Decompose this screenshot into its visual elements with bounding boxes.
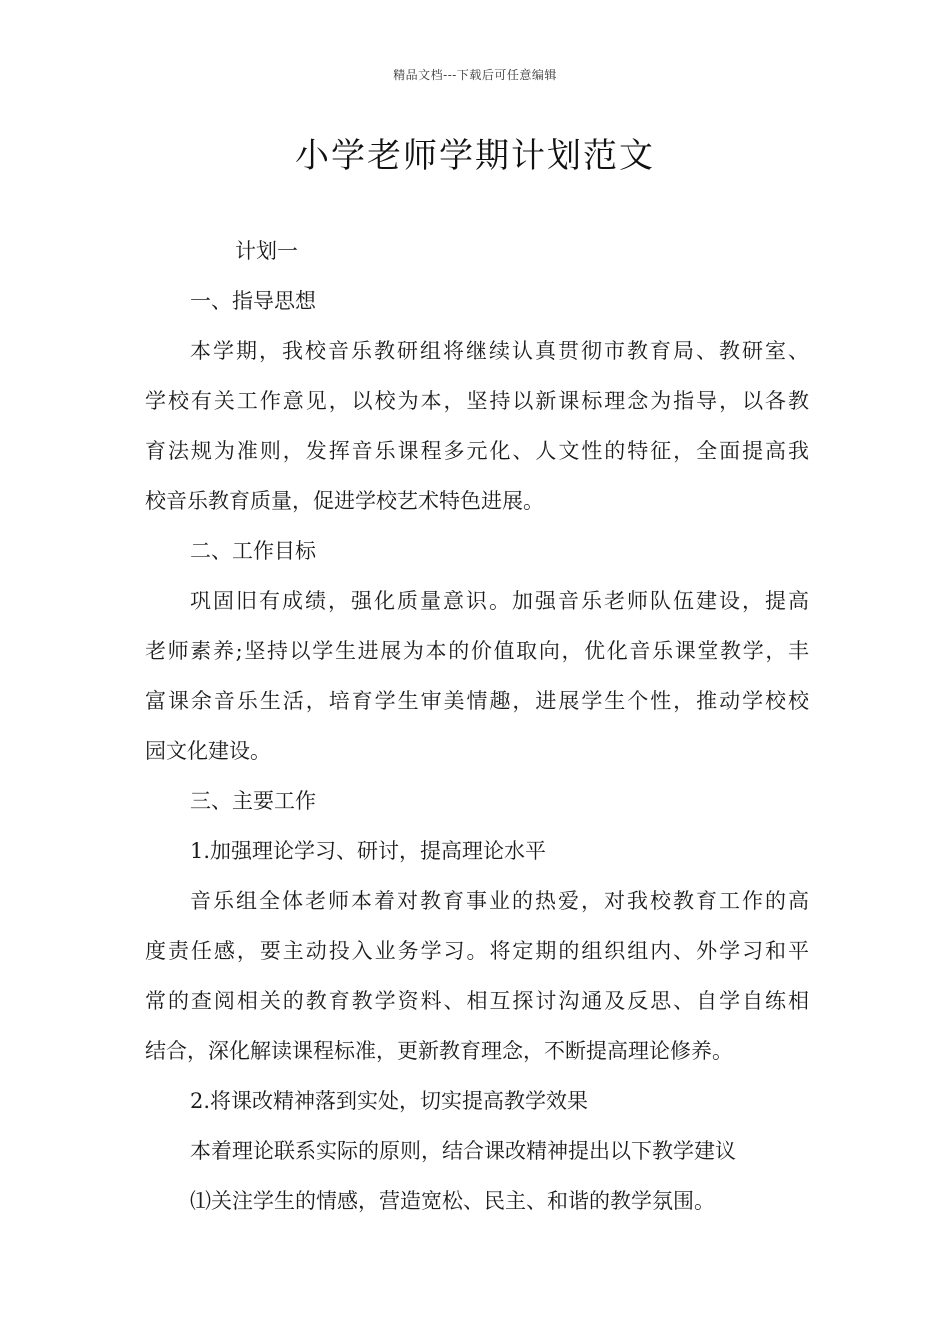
paragraph-line: 老师素养;坚持以学生进展为本的价值取向，优化音乐课堂教学，丰 [145,639,809,663]
paragraph-line: 音乐组全体老师本着对教育事业的热爱，对我校教育工作的高 [190,889,809,913]
paragraph-line: 巩固旧有成绩，强化质量意识。加强音乐老师队伍建设，提高 [190,589,809,613]
paragraph-line: 学校有关工作意见，以校为本，坚持以新课标理念为指导，以各教 [145,389,809,413]
paragraph-line: 常的查阅相关的教育教学资料、相互探讨沟通及反思、自学自练相 [145,989,809,1013]
paragraph-line: 育法规为准则，发挥音乐课程多元化、人文性的特征，全面提高我 [145,439,809,463]
paragraph-line: 富课余音乐生活，培育学生审美情趣，进展学生个性，推动学校校 [145,689,809,713]
header-note: 精品文档---下载后可任意编辑 [393,68,557,82]
paragraph-line: 度责任感，要主动投入业务学习。将定期的组织组内、外学习和平 [145,939,809,963]
plan-label: 计划一 [235,239,298,263]
paragraph-line: 本着理论联系实际的原则，结合课改精神提出以下教学建议 [190,1139,736,1163]
section-heading-main-work: 三、主要工作 [190,789,316,813]
item-heading: 2.将课改精神落到实处，切实提高教学效果 [190,1089,589,1113]
sub-item: ⑴关注学生的情感，营造宽松、民主、和谐的教学氛围。 [190,1189,715,1213]
section-heading-work-goals: 二、工作目标 [190,539,316,563]
item-heading: 1.加强理论学习、研讨，提高理论水平 [190,839,547,863]
document-body [145,226,809,1226]
paragraph-line: 校音乐教育质量，促进学校艺术特色进展。 [145,489,544,513]
paragraph-line: 本学期，我校音乐教研组将继续认真贯彻市教育局、教研室、 [190,339,809,363]
paragraph-line: 结合，深化解读课程标准，更新教育理念，不断提高理论修养。 [145,1039,733,1063]
section-heading-guiding-ideas: 一、指导思想 [190,289,316,313]
paragraph-line: 园文化建设。 [145,739,271,763]
document-title: 小学老师学期计划范文 [295,136,655,176]
